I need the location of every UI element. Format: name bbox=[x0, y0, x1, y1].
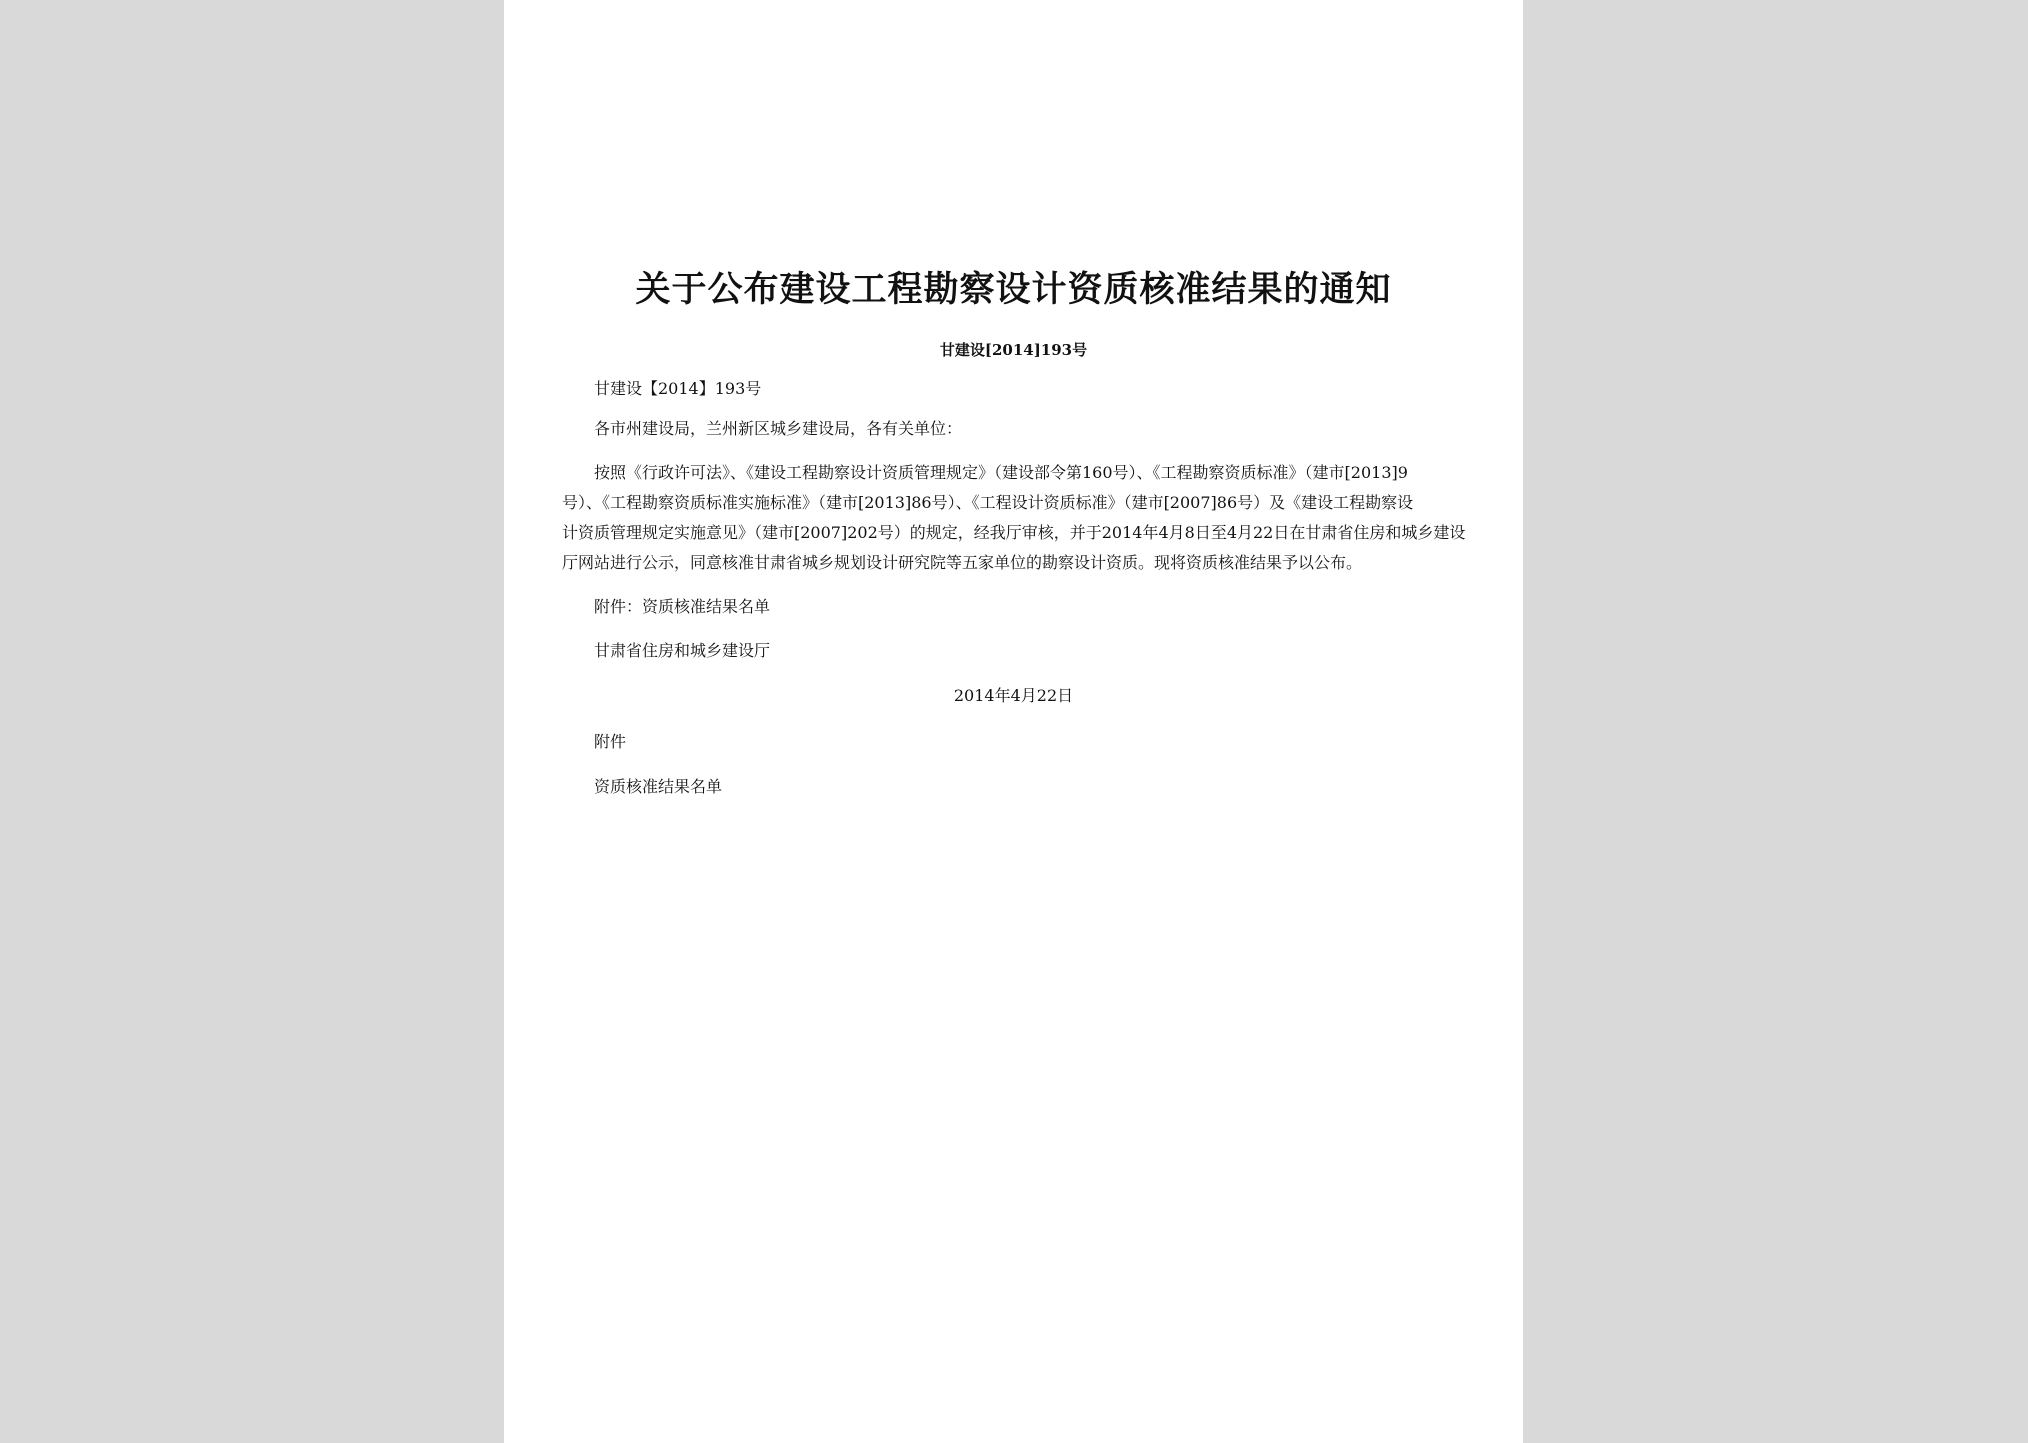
document-number: 甘建设[2014]193号 bbox=[939, 341, 1088, 359]
addressee: 各市州建设局，兰州新区城乡建设局，各有关单位： bbox=[594, 419, 963, 438]
body-line: 厅网站进行公示，同意核准甘肃省城乡规划设计研究院等五家单位的勘察设计资质。现将资质核准结果予以公布。 bbox=[562, 553, 1363, 572]
issue-date: 2014年4月22日 bbox=[953, 686, 1074, 705]
document-title: 关于公布建设工程勘察设计资质核准结果的通知 bbox=[635, 269, 1392, 310]
attachment-heading: 附件 bbox=[594, 732, 627, 751]
issuer: 甘肃省住房和城乡建设厅 bbox=[594, 641, 771, 660]
document-page bbox=[504, 0, 1523, 1443]
attachment-title: 资质核准结果名单 bbox=[594, 777, 723, 796]
body-line: 号）、《工程勘察资质标准实施标准》（建市[2013]86号）、《工程设计资质标准》（建市[2007]86号）及《建设工程勘察设 bbox=[562, 493, 1414, 512]
body-paragraph bbox=[562, 458, 1470, 578]
attachment-note: 附件：资质核准结果名单 bbox=[594, 597, 771, 616]
body-line: 按照《行政许可法》、《建设工程勘察设计资质管理规定》（建设部令第160号）、《工程勘察资质标准》（建市[2013]9 bbox=[594, 463, 1408, 482]
document-number-line: 甘建设【2014】193号 bbox=[594, 379, 762, 398]
body-line: 计资质管理规定实施意见》（建市[2007]202号）的规定，经我厅审核，并于2014年4月8日至4月22日在甘肃省住房和城乡建设 bbox=[562, 523, 1466, 542]
